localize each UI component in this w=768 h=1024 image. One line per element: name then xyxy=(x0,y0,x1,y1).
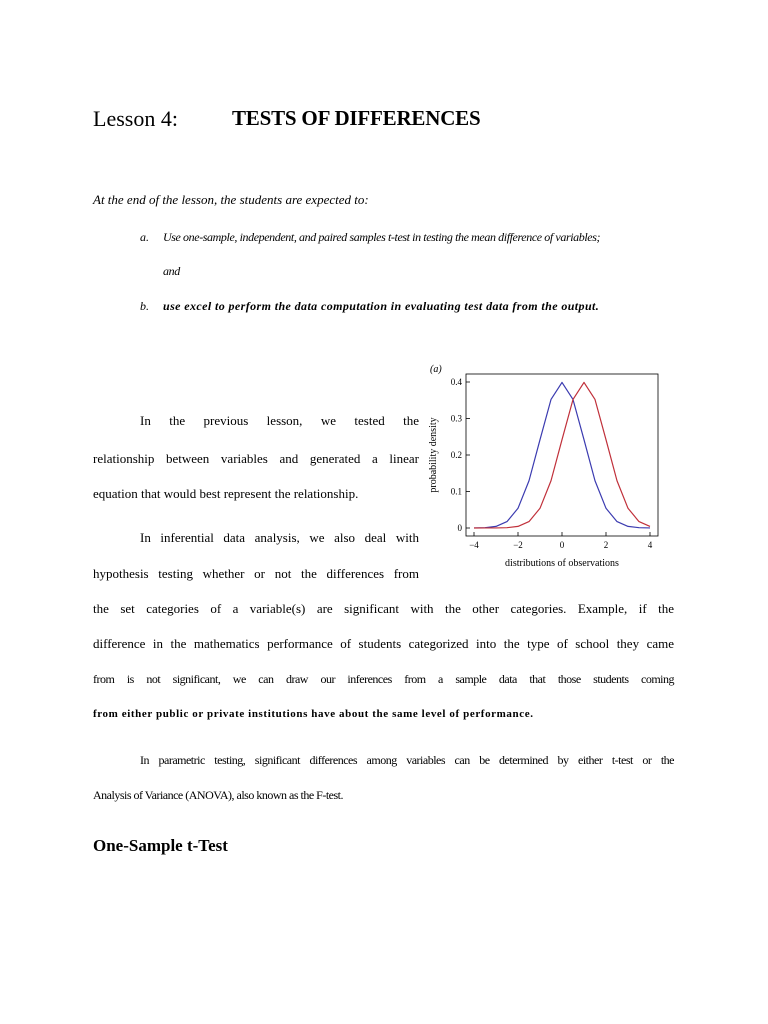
y-tick-label: 0.4 xyxy=(450,377,462,387)
y-tick-label: 0.2 xyxy=(450,450,462,460)
x-axis xyxy=(469,532,653,550)
panel-label: (a) xyxy=(430,364,442,375)
x-tick-label: 4 xyxy=(647,540,653,550)
series-line-blue xyxy=(474,382,650,528)
paragraph-1-line-2: relationship between variables and generated a linear xyxy=(93,451,419,466)
paragraph-3-line-2: Analysis of Variance (ANOVA), also known as the F-test. xyxy=(93,788,344,802)
objective-b-letter: b. xyxy=(140,299,149,313)
objective-a-letter: a. xyxy=(140,230,149,244)
y-tick-label: 0.3 xyxy=(450,413,462,424)
y-tick-label: 0.1 xyxy=(450,486,462,497)
paragraph-3-line-1: In parametric testing, significant differences among variables can be determined by either t-test or the xyxy=(140,753,674,767)
lesson-label: Lesson 4: xyxy=(93,106,178,131)
plot-frame xyxy=(466,374,658,536)
x-axis-label: distributions of observations xyxy=(505,558,619,569)
paragraph-2-line-3: the set categories of a variable(s) are significant with the other categories. Example, if the xyxy=(93,601,674,616)
paragraph-1-line-3: equation that would best represent the relationship. xyxy=(93,486,359,501)
paragraph-2-line-4: difference in the mathematics performance of students categorized into the type of school they came xyxy=(93,636,674,651)
paragraph-2-line-5: from is not significant, we can draw our inferences from a sample data that those students coming xyxy=(93,672,674,686)
x-tick-label: 2 xyxy=(603,540,609,550)
paragraph-2-line-1: In inferential data analysis, we also deal with xyxy=(140,530,419,545)
normal-distributions-figure xyxy=(420,360,670,580)
distribution-chart xyxy=(420,360,670,575)
section-heading: One-Sample t-Test xyxy=(93,836,228,855)
x-tick-label: −2 xyxy=(513,540,523,550)
series-line-red xyxy=(474,382,650,528)
y-tick-label: 0 xyxy=(457,523,462,533)
y-axis-label: probability density xyxy=(428,417,439,493)
page-title: TESTS OF DIFFERENCES xyxy=(232,106,481,130)
x-tick-label: 0 xyxy=(559,540,565,550)
objective-a-continuation: and xyxy=(163,264,180,278)
paragraph-2-line-6: from either public or private institutions have about the same level of performance. xyxy=(93,708,534,720)
series-lines xyxy=(474,382,650,528)
objective-b-text: use excel to perform the data computation in evaluating test data from the output. xyxy=(163,299,600,313)
paragraph-2-line-2: hypothesis testing whether or not the differences from xyxy=(93,566,419,581)
objectives-intro: At the end of the lesson, the students are expected to: xyxy=(93,192,369,207)
y-axis xyxy=(451,377,470,533)
paragraph-1-line-1: In the previous lesson, we tested the xyxy=(140,413,419,428)
x-tick-label: −4 xyxy=(469,540,479,550)
objective-a-text: Use one-sample, independent, and paired samples t-test in testing the mean difference of variables; xyxy=(163,230,601,244)
